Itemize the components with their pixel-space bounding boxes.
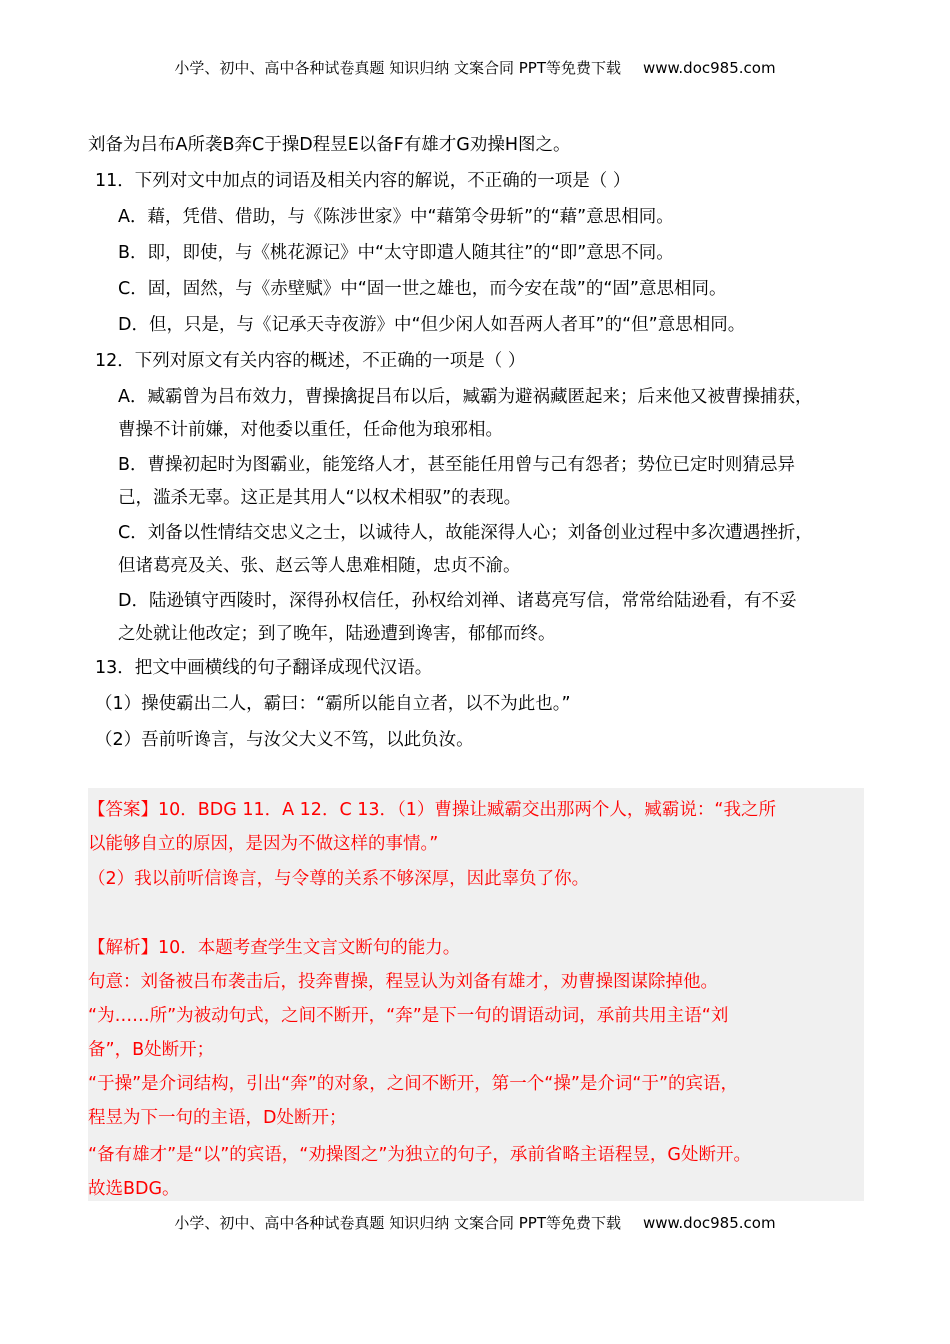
- header-url[interactable]: www.doc985.com: [642, 59, 776, 77]
- q11-option-b: B．即，即使，与《桃花源记》中“太守即遣人随其往”的“即”意思不同。: [118, 243, 674, 263]
- analysis-line-8: 故选BDG。: [88, 1179, 180, 1199]
- analysis-line-5: “于操”是介词结构，引出“奔”的对象，之间不断开，第一个“操”是介词“于”的宾语，: [88, 1074, 739, 1094]
- passage-sentence: 刘备为吕布A所袭B奔C于操D程昱E以备F有雄才G劝操H图之。: [88, 135, 571, 155]
- q13-sentence-1: （1）操使霸出二人，霸曰：“霸所以能自立者，以不为此也。”: [95, 694, 571, 714]
- answer-line-3: （2）我以前听信谗言，与令尊的关系不够深厚，因此辜负了你。: [88, 869, 590, 889]
- q12-option-c-line2: 但诸葛亮及关、张、赵云等人患难相随，忠贞不渝。: [118, 556, 521, 576]
- page-header: [0, 57, 950, 78]
- q12-stem: 12．下列对原文有关内容的概述，不正确的一项是（ ）: [95, 351, 526, 371]
- q12-option-a-line2: 曹操不计前嫌，对他委以重任，任命他为琅邪相。: [118, 420, 503, 440]
- header-text: 小学、初中、高中各种试卷真题 知识归纳 文案合同 PPT等免费下载: [174, 59, 621, 77]
- q11-option-a: A．藉，凭借、借助，与《陈涉世家》中“藉第令毋斩”的“藉”意思相同。: [118, 207, 674, 227]
- analysis-line-3: “为……所”为被动句式，之间不断开，“奔”是下一句的谓语动词，承前共用主语“刘: [88, 1006, 729, 1026]
- q11-stem: 11．下列对文中加点的词语及相关内容的解说，不正确的一项是（ ）: [95, 171, 631, 191]
- q12-option-c-line1: C．刘备以性情结交忠义之士，以诚待人，故能深得人心；刘备创业过程中多次遭遇挫折，: [118, 523, 813, 543]
- analysis-line-2: 句意：刘备被吕布袭击后，投奔曹操，程昱认为刘备有雄才，劝曹操图谋除掉他。: [88, 972, 718, 992]
- footer-url[interactable]: www.doc985.com: [642, 1214, 776, 1232]
- analysis-line-7: “备有雄才”是“以”的宾语，“劝操图之”为独立的句子，承前省略主语程昱，G处断开。: [88, 1145, 751, 1165]
- q12-option-d-line1: D．陆逊镇守西陵时，深得孙权信任，孙权给刘禅、诸葛亮写信，常常给陆逊看，有不妥: [118, 591, 797, 611]
- q11-option-c: C．固，固然，与《赤壁赋》中“固一世之雄也，而今安在哉”的“固”意思相同。: [118, 279, 727, 299]
- q12-option-b-line2: 己，滥杀无辜。这正是其用人“以权术相驭”的表现。: [118, 488, 522, 508]
- answer-line-2: 以能够自立的原因，是因为不做这样的事情。”: [88, 834, 439, 854]
- answer-line-1: 【答案】10．BDG 11．A 12．C 13．（1）曹操让臧霸交出那两个人，臧霸说：“我之所: [88, 800, 776, 820]
- analysis-line-4: 备”，B处断开；: [88, 1040, 215, 1060]
- q11-option-d: D．但，只是，与《记承天寺夜游》中“但少闲人如吾两人者耳”的“但”意思相同。: [118, 315, 746, 335]
- q13-stem: 13．把文中画横线的句子翻译成现代汉语。: [95, 658, 433, 678]
- analysis-line-1: 【解析】10．本题考查学生文言文断句的能力。: [88, 938, 461, 958]
- q13-sentence-2: （2）吾前听谗言，与汝父大义不笃，以此负汝。: [95, 730, 474, 750]
- q12-option-d-line2: 之处就让他改定；到了晚年，陆逊遭到谗害，郁郁而终。: [118, 624, 556, 644]
- footer-text: 小学、初中、高中各种试卷真题 知识归纳 文案合同 PPT等免费下载: [174, 1214, 621, 1232]
- page-footer: [0, 1212, 950, 1233]
- analysis-line-6: 程昱为下一句的主语，D处断开；: [88, 1108, 347, 1128]
- q12-option-a-line1: A．臧霸曾为吕布效力，曹操擒捉吕布以后，臧霸为避祸藏匿起来；后来他又被曹操捕获，: [118, 387, 813, 407]
- q12-option-b-line1: B．曹操初起时为图霸业，能笼络人才，甚至能任用曾与己有怨者；势位已定时则猜忌异: [118, 455, 796, 475]
